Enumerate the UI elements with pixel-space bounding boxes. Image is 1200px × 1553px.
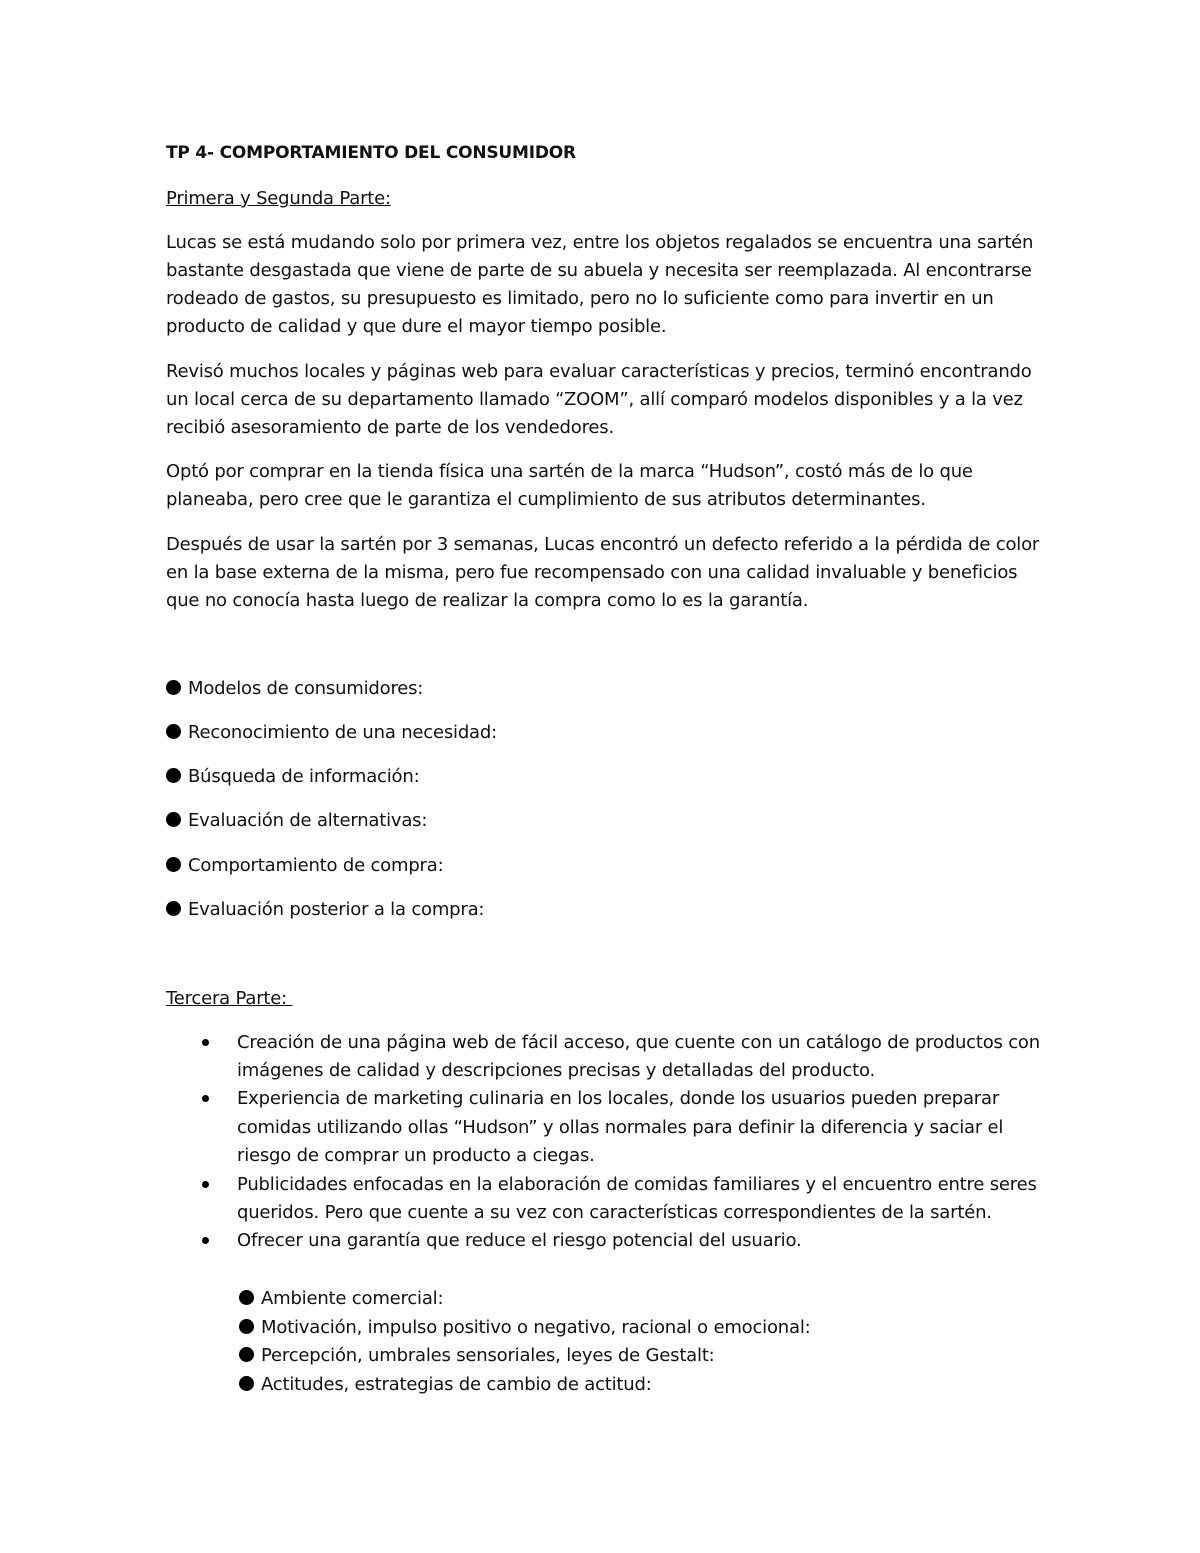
- list-item-label: Ambiente comercial:: [261, 1288, 444, 1309]
- paragraph-line: rodeado de gastos, su presupuesto es limitado, pero no lo suficiente como para invertir en un: [166, 288, 994, 309]
- bullet-icon: [166, 724, 181, 739]
- bullet-line: Publicidades enfocadas en la elaboración de comidas familiares y el encuentro entre seres: [237, 1174, 1037, 1195]
- section-heading-part-3: Tercera Parte:: [166, 988, 293, 1009]
- bullet-line: Experiencia de marketing culinaria en los locales, donde los usuarios pueden preparar: [237, 1088, 1000, 1109]
- list-item: [166, 719, 497, 747]
- paragraph-line: que no conocía hasta luego de realizar la compra como lo es la garantía.: [166, 590, 809, 611]
- list-item: [239, 1342, 715, 1370]
- section-heading-part-1-2: Primera y Segunda Parte:: [166, 188, 391, 209]
- list-item-label: Búsqueda de información:: [188, 766, 420, 787]
- list-item: [166, 852, 443, 880]
- bullet-icon: [239, 1347, 254, 1362]
- bullet-icon: [239, 1376, 254, 1391]
- list-item-label: Modelos de consumidores:: [188, 678, 424, 699]
- paragraph-line: recibió asesoramiento de parte de los vendedores.: [166, 417, 614, 438]
- list-item-label: Comportamiento de compra:: [188, 855, 444, 876]
- bullet-icon: [202, 1039, 209, 1046]
- bullet-line: imágenes de calidad y descripciones precisas y detalladas del producto.: [237, 1060, 876, 1081]
- bullet-icon: [166, 901, 181, 916]
- bullet-icon: [202, 1237, 209, 1244]
- bullet-line: riesgo de comprar un producto a ciegas.: [237, 1145, 595, 1166]
- list-item: [166, 675, 423, 703]
- list-item-label: Evaluación posterior a la compra:: [188, 899, 485, 920]
- bullet-line: queridos. Pero que cuente a su vez con características correspondientes de la sartén.: [237, 1202, 992, 1223]
- paragraph-line: planeaba, pero cree que le garantiza el cumplimiento de sus atributos determinantes.: [166, 489, 926, 510]
- list-item: [239, 1285, 443, 1313]
- list-item-label: Evaluación de alternativas:: [188, 810, 428, 831]
- bullet-line: Creación de una página web de fácil acceso, que cuente con un catálogo de productos con: [237, 1032, 1040, 1053]
- bullet-icon: [166, 812, 181, 827]
- list-item-label: Actitudes, estrategias de cambio de actitud:: [261, 1374, 652, 1395]
- paragraph-line: bastante desgastada que viene de parte de su abuela y necesita ser reemplazada. Al encontrarse: [166, 260, 1032, 281]
- bullet-icon: [166, 857, 181, 872]
- list-item-label: Percepción, umbrales sensoriales, leyes de Gestalt:: [261, 1345, 715, 1366]
- paragraph-line: Lucas se está mudando solo por primera vez, entre los objetos regalados se encuentra una sartén: [166, 232, 1034, 253]
- document-title: TP 4- COMPORTAMIENTO DEL CONSUMIDOR: [166, 143, 576, 163]
- list-item: [166, 896, 484, 924]
- paragraph-line: Después de usar la sartén por 3 semanas, Lucas encontró un defecto referido a la pérdida de color: [166, 534, 1040, 555]
- bullet-icon: [166, 680, 181, 695]
- bullet-icon: [202, 1095, 209, 1102]
- list-item-label: Reconocimiento de una necesidad:: [188, 722, 497, 743]
- bullet-line: comidas utilizando ollas “Hudson” y ollas normales para definir la diferencia y saciar el: [237, 1117, 1004, 1138]
- paragraph-line: Optó por comprar en la tienda física una sartén de la marca “Hudson”, costó más de lo que: [166, 461, 973, 482]
- bullet-icon: [239, 1319, 254, 1334]
- bullet-line: Ofrecer una garantía que reduce el riesgo potencial del usuario.: [237, 1230, 802, 1251]
- list-item: [239, 1371, 652, 1399]
- list-item-label: Motivación, impulso positivo o negativo, racional o emocional:: [261, 1317, 811, 1338]
- bullet-icon: [202, 1181, 209, 1188]
- paragraph-line: un local cerca de su departamento llamado “ZOOM”, allí comparó modelos disponibles y a la vez: [166, 389, 1023, 410]
- bullet-icon: [239, 1290, 254, 1305]
- list-item: [239, 1314, 811, 1342]
- list-item: [166, 763, 419, 791]
- list-item: [166, 807, 427, 835]
- paragraph-line: producto de calidad y que dure el mayor tiempo posible.: [166, 316, 667, 337]
- bullet-icon: [166, 768, 181, 783]
- paragraph-line: Revisó muchos locales y páginas web para evaluar características y precios, terminó encontrando: [166, 361, 1032, 382]
- paragraph-line: en la base externa de la misma, pero fue recompensado con una calidad invaluable y beneficios: [166, 562, 1018, 583]
